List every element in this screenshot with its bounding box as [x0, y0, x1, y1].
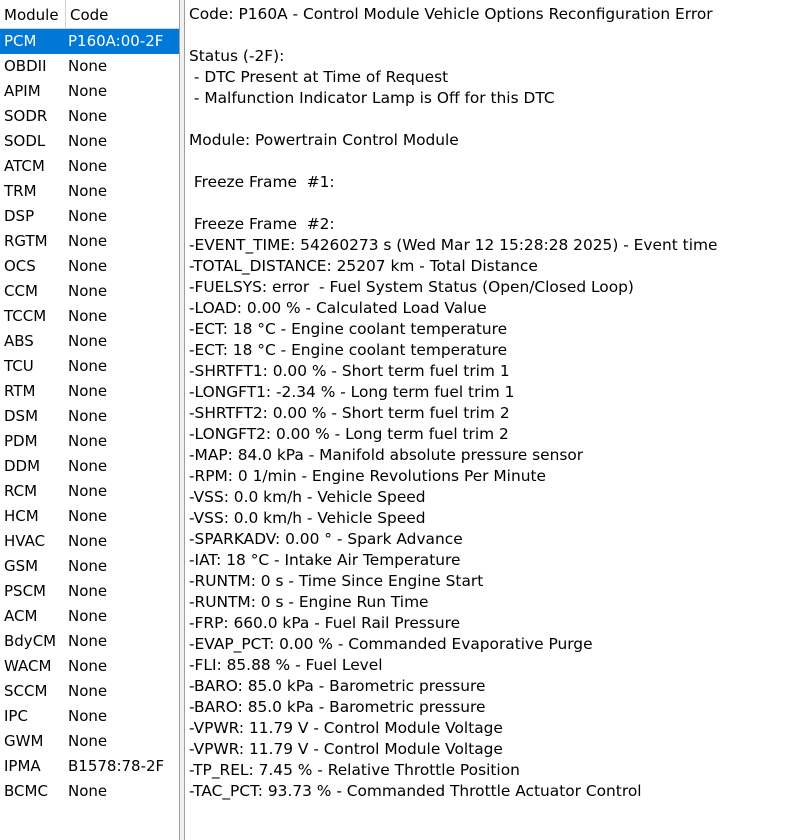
module-code: None	[68, 257, 108, 275]
detail-line: -EVENT_TIME: 54260273 s (Wed Mar 12 15:28:28 2025) - Event time	[189, 236, 718, 254]
detail-line: -RPM: 0 1/min - Engine Revolutions Per Minute	[189, 467, 546, 485]
detail-line: Status (-2F):	[189, 47, 285, 65]
list-item[interactable]	[0, 254, 179, 279]
detail-text	[189, 4, 801, 802]
list-item[interactable]	[0, 229, 179, 254]
module-code: None	[68, 782, 108, 800]
module-name: GSM	[4, 557, 39, 575]
list-item[interactable]	[0, 179, 179, 204]
module-code: None	[68, 532, 108, 550]
module-name: PDM	[4, 432, 38, 450]
module-name: ACM	[4, 607, 38, 625]
module-name: SCCM	[4, 682, 48, 700]
list-item[interactable]	[0, 554, 179, 579]
module-name: IPC	[4, 707, 28, 725]
detail-line: -MAP: 84.0 kPa - Manifold absolute pressure sensor	[189, 446, 584, 464]
module-code: None	[68, 357, 108, 375]
module-code: None	[68, 657, 108, 675]
dtc-detail-pane[interactable]	[185, 0, 801, 840]
module-code: None	[68, 82, 108, 100]
module-name: HVAC	[4, 532, 46, 550]
detail-line: -VPWR: 11.79 V - Control Module Voltage	[189, 719, 503, 737]
detail-line: -LONGFT2: 0.00 % - Long term fuel trim 2	[189, 425, 509, 443]
module-name: DDM	[4, 457, 41, 475]
module-code: None	[68, 307, 108, 325]
module-code: None	[68, 232, 108, 250]
column-header-module[interactable]: Module	[0, 0, 66, 28]
detail-line: -FUELSYS: error - Fuel System Status (Open/Closed Loop)	[189, 278, 634, 296]
detail-line: Code: P160A - Control Module Vehicle Options Reconfiguration Error	[189, 5, 713, 23]
list-item[interactable]	[0, 454, 179, 479]
detail-line	[189, 25, 801, 46]
detail-line: -VSS: 0.0 km/h - Vehicle Speed	[189, 509, 426, 527]
detail-line: - DTC Present at Time of Request	[189, 68, 449, 86]
detail-line: -LONGFT1: -2.34 % - Long term fuel trim 1	[189, 383, 515, 401]
list-item[interactable]	[0, 204, 179, 229]
detail-line: - Malfunction Indicator Lamp is Off for this DTC	[189, 89, 555, 107]
module-code: None	[68, 282, 108, 300]
detail-line: -BARO: 85.0 kPa - Barometric pressure	[189, 698, 486, 716]
list-item[interactable]	[0, 479, 179, 504]
module-name: PCM	[4, 32, 37, 50]
detail-line: -SHRTFT1: 0.00 % - Short term fuel trim 1	[189, 362, 510, 380]
module-code: None	[68, 682, 108, 700]
detail-line: Freeze Frame #1:	[189, 173, 335, 191]
list-item[interactable]	[0, 29, 179, 54]
module-name: BCMC	[4, 782, 48, 800]
detail-line: -VSS: 0.0 km/h - Vehicle Speed	[189, 488, 426, 506]
detail-line: Module: Powertrain Control Module	[189, 131, 459, 149]
module-list-panel	[0, 0, 180, 840]
module-name: TCCM	[4, 307, 47, 325]
list-item[interactable]	[0, 754, 179, 779]
detail-line: -TOTAL_DISTANCE: 25207 km - Total Distance	[189, 257, 538, 275]
detail-line	[189, 109, 801, 130]
module-code: None	[68, 557, 108, 575]
module-name: TCU	[4, 357, 34, 375]
module-code: None	[68, 632, 108, 650]
detail-line: -RUNTM: 0 s - Time Since Engine Start	[189, 572, 484, 590]
list-item[interactable]	[0, 679, 179, 704]
module-name: APIM	[4, 82, 41, 100]
module-code: None	[68, 107, 108, 125]
column-header-code[interactable]: Code	[70, 6, 109, 24]
list-item[interactable]	[0, 279, 179, 304]
module-code: None	[68, 507, 108, 525]
detail-line	[189, 151, 801, 172]
detail-line: -EVAP_PCT: 0.00 % - Commanded Evaporative Purge	[189, 635, 593, 653]
module-name: WACM	[4, 657, 52, 675]
module-code: None	[68, 432, 108, 450]
module-code: None	[68, 582, 108, 600]
module-code: None	[68, 182, 108, 200]
module-name: TRM	[4, 182, 37, 200]
module-code: None	[68, 407, 108, 425]
module-name: DSM	[4, 407, 39, 425]
module-code: P160A:00-2F	[68, 32, 164, 50]
list-item[interactable]	[0, 154, 179, 179]
list-item[interactable]	[0, 379, 179, 404]
module-code: None	[68, 707, 108, 725]
module-code: None	[68, 157, 108, 175]
detail-line: -RUNTM: 0 s - Engine Run Time	[189, 593, 429, 611]
detail-line: -ECT: 18 °C - Engine coolant temperature	[189, 320, 508, 338]
detail-line: -FRP: 660.0 kPa - Fuel Rail Pressure	[189, 614, 461, 632]
module-name: GWM	[4, 732, 44, 750]
list-item[interactable]	[0, 104, 179, 129]
list-item[interactable]	[0, 504, 179, 529]
detail-line	[189, 193, 801, 214]
detail-line: -TAC_PCT: 93.73 % - Commanded Throttle Actuator Control	[189, 782, 642, 800]
list-item[interactable]	[0, 704, 179, 729]
list-item[interactable]	[0, 354, 179, 379]
list-item[interactable]	[0, 429, 179, 454]
list-header	[0, 0, 179, 29]
detail-line: -TP_REL: 7.45 % - Relative Throttle Position	[189, 761, 520, 779]
module-code: None	[68, 607, 108, 625]
module-code: None	[68, 457, 108, 475]
module-code: None	[68, 57, 108, 75]
list-item[interactable]	[0, 654, 179, 679]
detail-line: -SPARKADV: 0.00 ° - Spark Advance	[189, 530, 463, 548]
module-name: SODR	[4, 107, 48, 125]
list-item[interactable]	[0, 629, 179, 654]
list-item[interactable]	[0, 329, 179, 354]
list-item[interactable]	[0, 579, 179, 604]
list-item[interactable]	[0, 779, 179, 804]
module-name: ATCM	[4, 157, 45, 175]
module-name: BdyCM	[4, 632, 57, 650]
detail-line: Freeze Frame #2:	[189, 215, 335, 233]
module-list	[0, 29, 179, 804]
module-name: SODL	[4, 132, 46, 150]
detail-line: -IAT: 18 °C - Intake Air Temperature	[189, 551, 461, 569]
list-item[interactable]	[0, 54, 179, 79]
module-code: None	[68, 207, 108, 225]
module-name: OCS	[4, 257, 36, 275]
module-code: B1578:78-2F	[68, 757, 165, 775]
module-name: IPMA	[4, 757, 41, 775]
module-name: OBDII	[4, 57, 47, 75]
list-item[interactable]	[0, 304, 179, 329]
module-code: None	[68, 482, 108, 500]
module-name: PSCM	[4, 582, 46, 600]
module-code: None	[68, 382, 108, 400]
detail-line: -BARO: 85.0 kPa - Barometric pressure	[189, 677, 486, 695]
list-item[interactable]	[0, 129, 179, 154]
module-name: ABS	[4, 332, 34, 350]
list-item[interactable]	[0, 729, 179, 754]
detail-line: -LOAD: 0.00 % - Calculated Load Value	[189, 299, 487, 317]
list-item[interactable]	[0, 404, 179, 429]
module-name: DSP	[4, 207, 35, 225]
detail-line: -SHRTFT2: 0.00 % - Short term fuel trim 2	[189, 404, 510, 422]
list-item[interactable]	[0, 529, 179, 554]
module-name: RTM	[4, 382, 36, 400]
detail-line: -FLI: 85.88 % - Fuel Level	[189, 656, 383, 674]
module-code: None	[68, 332, 108, 350]
module-name: RGTM	[4, 232, 48, 250]
list-item[interactable]	[0, 604, 179, 629]
list-item[interactable]	[0, 79, 179, 104]
module-name: HCM	[4, 507, 39, 525]
module-code: None	[68, 132, 108, 150]
module-name: RCM	[4, 482, 38, 500]
detail-line: -VPWR: 11.79 V - Control Module Voltage	[189, 740, 503, 758]
detail-line: -ECT: 18 °C - Engine coolant temperature	[189, 341, 508, 359]
module-code: None	[68, 732, 108, 750]
module-name: CCM	[4, 282, 38, 300]
